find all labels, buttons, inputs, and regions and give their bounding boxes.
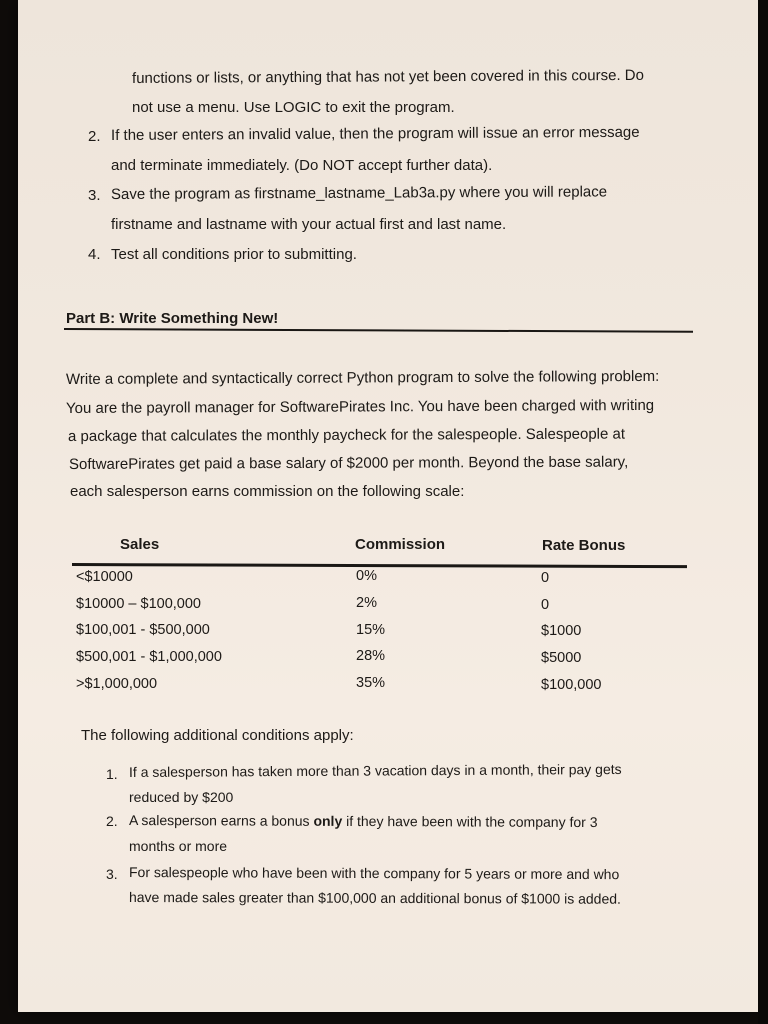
background-edge — [758, 0, 768, 1024]
table-header-sales: Sales — [120, 536, 160, 553]
condition-line: have made sales greater than $100,000 an additional bonus of $1000 is added. — [128, 889, 621, 907]
table-cell-sales: $500,001 - $1,000,000 — [76, 649, 222, 665]
list-item-line: Test all conditions prior to submitting. — [111, 246, 357, 263]
list-item-line: Save the program as firstname_lastname_Lab3a.py where you will replace — [110, 183, 608, 203]
list-number: 2. — [106, 813, 118, 829]
condition-line: For salespeople who have been with the company for 5 years or more and who — [128, 864, 620, 883]
table-cell-sales: <$10000 — [76, 569, 133, 585]
list-number: 4. — [88, 246, 101, 263]
table-cell-rate-bonus: 0 — [541, 597, 550, 613]
condition-line: If a salesperson has taken more than 3 vacation days in a month, their pay gets — [128, 760, 622, 780]
table-cell-rate-bonus: $1000 — [541, 623, 582, 639]
condition-line — [129, 812, 598, 830]
list-number: 1. — [106, 766, 118, 782]
table-cell-commission: 28% — [356, 648, 386, 664]
table-cell-rate-bonus: $5000 — [541, 650, 582, 666]
table-cell-rate-bonus: 0 — [541, 570, 550, 586]
table-cell-sales: >$1,000,000 — [76, 676, 158, 692]
paragraph-line: each salesperson earns commission on the following scale: — [70, 483, 465, 500]
list-number: 3. — [106, 866, 118, 882]
list-number: 2. — [88, 128, 101, 145]
table-cell-commission: 0% — [356, 568, 377, 584]
table-cell-commission: 15% — [356, 622, 386, 638]
paragraph-line: a package that calculates the monthly paycheck for the salespeople. Salespeople at — [67, 425, 626, 445]
table-cell-rate-bonus: $100,000 — [541, 677, 602, 693]
list-item-line: firstname and lastname with your actual first and last name. — [111, 216, 507, 233]
table-cell-sales: $10000 – $100,000 — [76, 596, 201, 612]
condition-line: reduced by $200 — [129, 789, 234, 805]
list-continuation-line: not use a menu. Use LOGIC to exit the program. — [132, 99, 455, 116]
table-cell-sales: $100,001 - $500,000 — [76, 622, 210, 638]
list-number: 3. — [88, 187, 101, 204]
list-item-line: If the user enters an invalid value, then the program will issue an error message — [110, 123, 640, 144]
conditions-intro: The following additional conditions apply: — [81, 727, 354, 744]
condition-text: A salesperson earns a bonus — [128, 812, 314, 829]
table-cell-commission: 35% — [356, 675, 386, 691]
emphasis-only: only — [313, 812, 343, 829]
condition-line: months or more — [129, 838, 228, 854]
paragraph-line: SoftwarePirates get paid a base salary of $2000 per month. Beyond the base salary, — [68, 453, 629, 473]
list-item-line: and terminate immediately. (Do NOT accept further data). — [111, 157, 493, 174]
condition-text: if they have been with the company for 3 — [342, 812, 598, 831]
paragraph-line: Write a complete and syntactically correct Python program to solve the following problem: — [65, 367, 660, 388]
section-heading: Part B: Write Something New! — [66, 310, 279, 327]
document-page — [18, 0, 760, 1012]
table-cell-commission: 2% — [356, 595, 377, 611]
table-header-commission: Commission — [355, 536, 446, 553]
table-header-rate-bonus: Rate Bonus — [542, 537, 626, 554]
list-continuation-line: functions or lists, or anything that has not yet been covered in this course. Do — [131, 66, 644, 87]
paragraph-line: You are the payroll manager for SoftwarePirates Inc. You have been charged with writing — [65, 396, 655, 417]
